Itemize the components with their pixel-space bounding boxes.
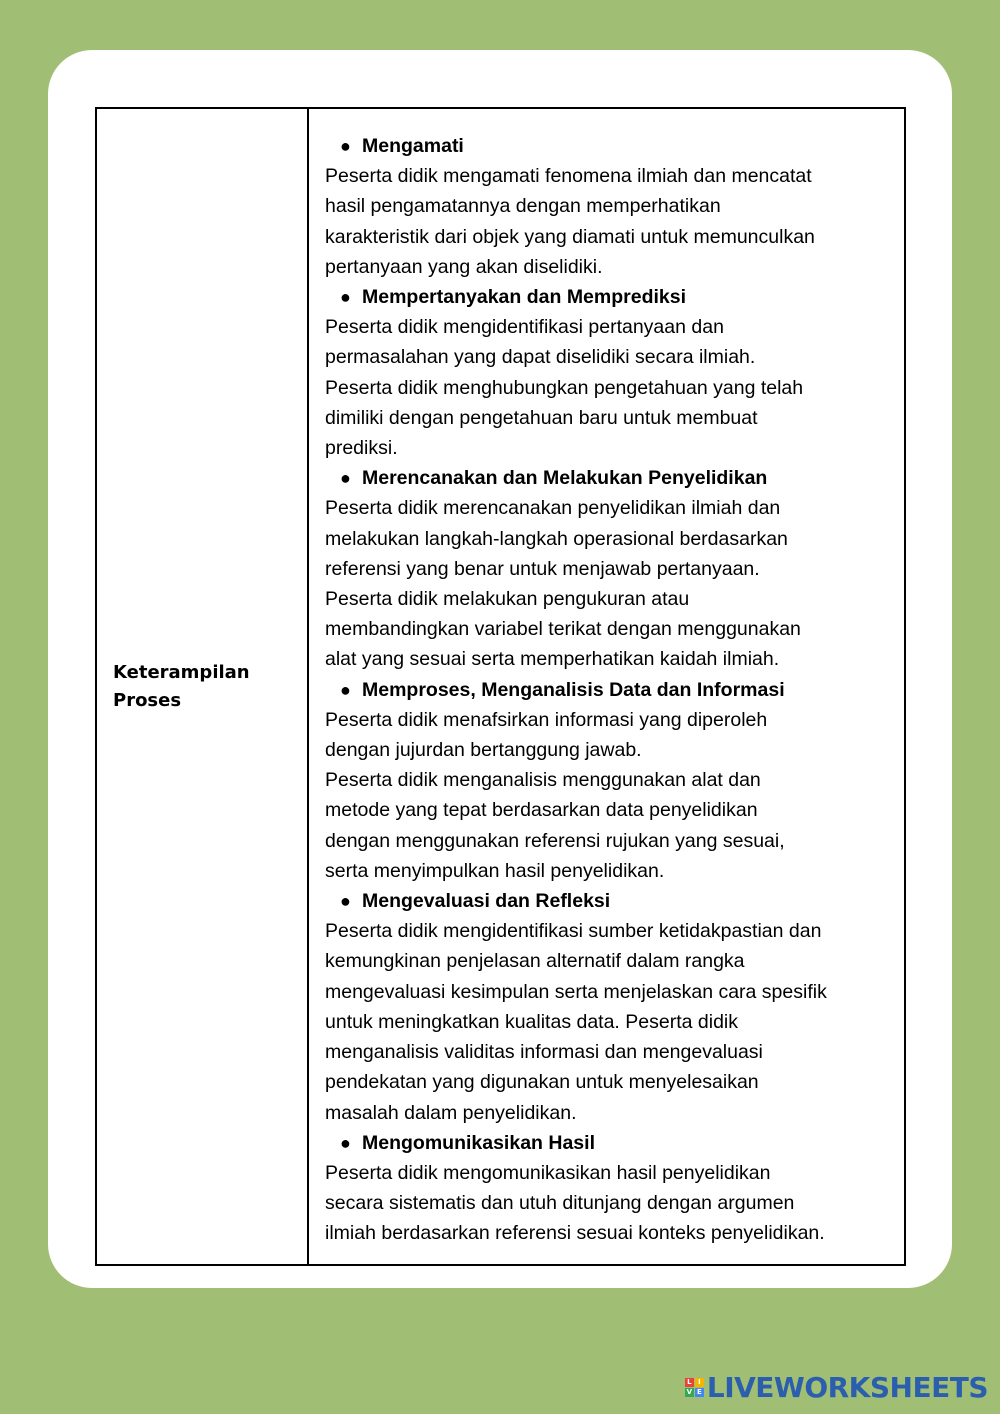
bullet-icon: ● [340, 136, 351, 156]
section-body: Peserta didik menafsirkan informasi yang diperoleh dengan jujurdan bertanggung jawab. Peserta didik menganalisis menggunakan alat dan metode yang tepat berdasarkan data penyelidikan dengan menggunakan referensi rujukan yang sesuai, serta menyimpulkan hasil penyelidikan. [325, 708, 785, 882]
section-mengevaluasi [325, 886, 890, 1128]
section-mempertanyakan [325, 282, 890, 463]
section-title: ● Mengamati [325, 131, 890, 161]
section-title: ● Memproses, Menganalisis Data dan Informasi [325, 675, 890, 705]
liveworksheets-logo[interactable] [685, 1371, 988, 1404]
section-merencanakan [325, 463, 890, 674]
section-body: Peserta didik mengomunikasikan hasil penyelidikan secara sistematis dan utuh ditunjang dengan argumen ilmiah berdasarkan referensi sesuai konteks penyelidikan. [325, 1161, 825, 1245]
section-mengamati [325, 131, 890, 282]
section-body: Peserta didik mengidentifikasi pertanyaan dan permasalahan yang dapat diselidiki secara ilmiah. Peserta didik menghubungkan pengetahuan yang telah dimiliki dengan pengetahuan baru untuk membuat prediksi. [325, 316, 804, 460]
section-title: ● Merencanakan dan Melakukan Penyelidikan [325, 463, 890, 493]
logo-icon: L I V E [685, 1378, 704, 1397]
section-mengomunikasikan [325, 1128, 890, 1249]
brand-name: LIVEWORKSHEETS [706, 1371, 988, 1404]
section-memproses [325, 675, 890, 886]
bullet-icon: ● [340, 468, 351, 489]
section-title: ● Mengomunikasikan Hasil [325, 1128, 890, 1158]
section-title: ● Mempertanyakan dan Memprediksi [325, 282, 890, 312]
row-content-cell [309, 109, 904, 1264]
row-label: Keterampilan Proses [113, 661, 250, 711]
section-body: Peserta didik mengamati fenomena ilmiah dan mencatat hasil pengamatannya dengan memperhatikan karakteristik dari objek yang diamati untuk memunculkan pertanyaan yang akan diselidiki. [325, 165, 815, 278]
row-label-cell [97, 109, 309, 1264]
bullet-icon: ● [340, 679, 351, 700]
bullet-icon: ● [340, 287, 351, 308]
bullet-icon: ● [340, 1132, 351, 1153]
bullet-icon: ● [340, 891, 351, 912]
section-body: Peserta didik merencanakan penyelidikan ilmiah dan melakukan langkah-langkah operasional berdasarkan referensi yang benar untuk menjawab pertanyaan. Peserta didik melakukan pengukuran atau membandingkan variabel terikat dengan menggunakan alat yang sesuai serta memperhatikan kaidah ilmiah. [325, 497, 801, 671]
competency-table [95, 107, 906, 1266]
section-body: Peserta didik mengidentifikasi sumber ketidakpastian dan kemungkinan penjelasan alternatif dalam rangka mengevaluasi kesimpulan serta menjelaskan cara spesifik untuk meningkatkan kualitas data. Peserta didik menganalisis validitas informasi dan mengevaluasi pendekatan yang digunakan untuk menyelesaikan masalah dalam penyelidikan. [325, 920, 827, 1124]
section-title: ● Mengevaluasi dan Refleksi [325, 886, 890, 916]
